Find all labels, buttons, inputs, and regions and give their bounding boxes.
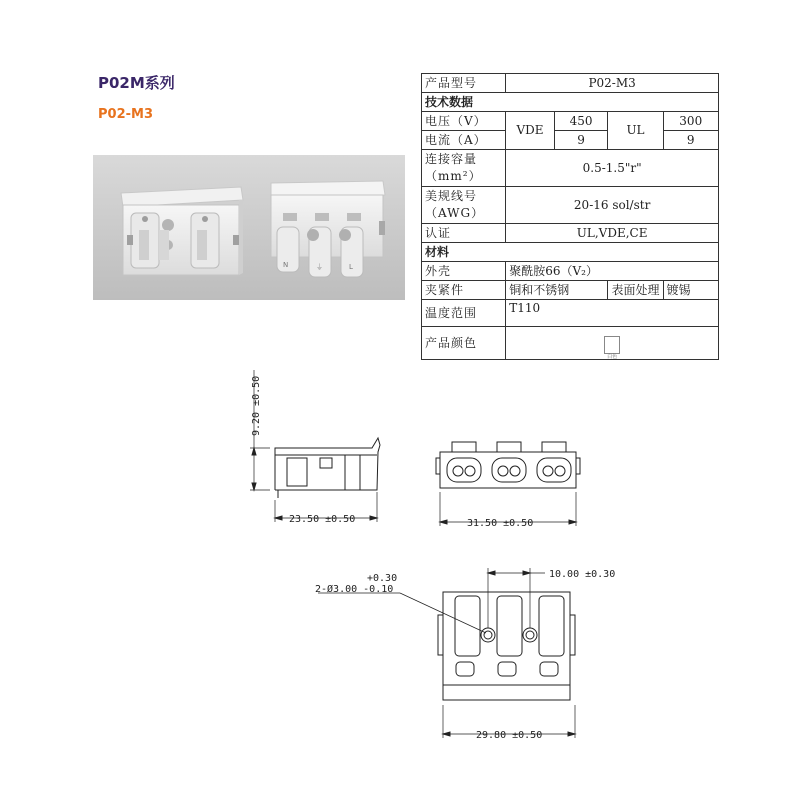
cert-label: 认证 (422, 224, 506, 243)
color-label: 产品颜色 (422, 327, 506, 360)
vde-label: VDE (506, 112, 554, 150)
marking-ground: ⏚ (316, 263, 323, 271)
front-view (436, 442, 580, 526)
ul-current: 9 (663, 131, 719, 150)
marking-n: N (283, 261, 289, 269)
awg-unit: （AWG） (425, 206, 485, 220)
vde-voltage: 450 (554, 112, 608, 131)
housing-label: 外壳 (422, 262, 506, 281)
model-label: 产品型号 (422, 74, 506, 93)
current-label: 电流（A） (422, 131, 506, 150)
temp-label: 温度范围 (422, 300, 506, 327)
housing-value: 聚酰胺66（V₂） (506, 262, 719, 281)
voltage-label: 电压（V） (422, 112, 506, 131)
capacity-value: 0.5-1.5"r" (506, 150, 719, 187)
model-title: P02-M3 (98, 107, 153, 122)
vde-current: 9 (554, 131, 608, 150)
clamp-label: 夹紧件 (422, 281, 506, 300)
capacity-unit: （mm²） (425, 169, 482, 183)
clamp-value: 铜和不锈钢 (506, 281, 608, 300)
awg-value: 20-16 sol/str (506, 187, 719, 224)
model-value: P02-M3 (506, 74, 719, 93)
height-dimension: 9.20 ±0.50 (251, 375, 262, 436)
awg-label: 美规线号 (425, 189, 478, 203)
hole-dimension: 2-Ø3.00 -0.10 (315, 584, 394, 595)
ul-label: UL (608, 112, 663, 150)
side-width-dimension: 23.50 ±0.50 (289, 514, 356, 525)
front-width-dimension: 31.50 ±0.50 (467, 518, 534, 529)
pitch-dimension: 10.00 ±0.30 (549, 569, 616, 580)
color-swatch-label: 白色 (607, 353, 618, 360)
bottom-width-dimension: 29.80 ±0.50 (476, 730, 543, 741)
capacity-label: 连接容量 (425, 152, 478, 166)
temp-value: T110 (506, 300, 719, 327)
marking-l: L (349, 263, 353, 271)
hole-tolerance: +0.30 (367, 573, 398, 584)
cert-value: UL,VDE,CE (506, 224, 719, 243)
ul-voltage: 300 (663, 112, 719, 131)
material-section-heading: 材料 (422, 243, 719, 262)
series-title: P02M系列 (98, 74, 175, 92)
side-view (250, 370, 380, 522)
surface-value: 镀锡 (663, 281, 719, 300)
tech-section-heading: 技术数据 (422, 93, 719, 112)
surface-label: 表面处理 (608, 281, 663, 300)
